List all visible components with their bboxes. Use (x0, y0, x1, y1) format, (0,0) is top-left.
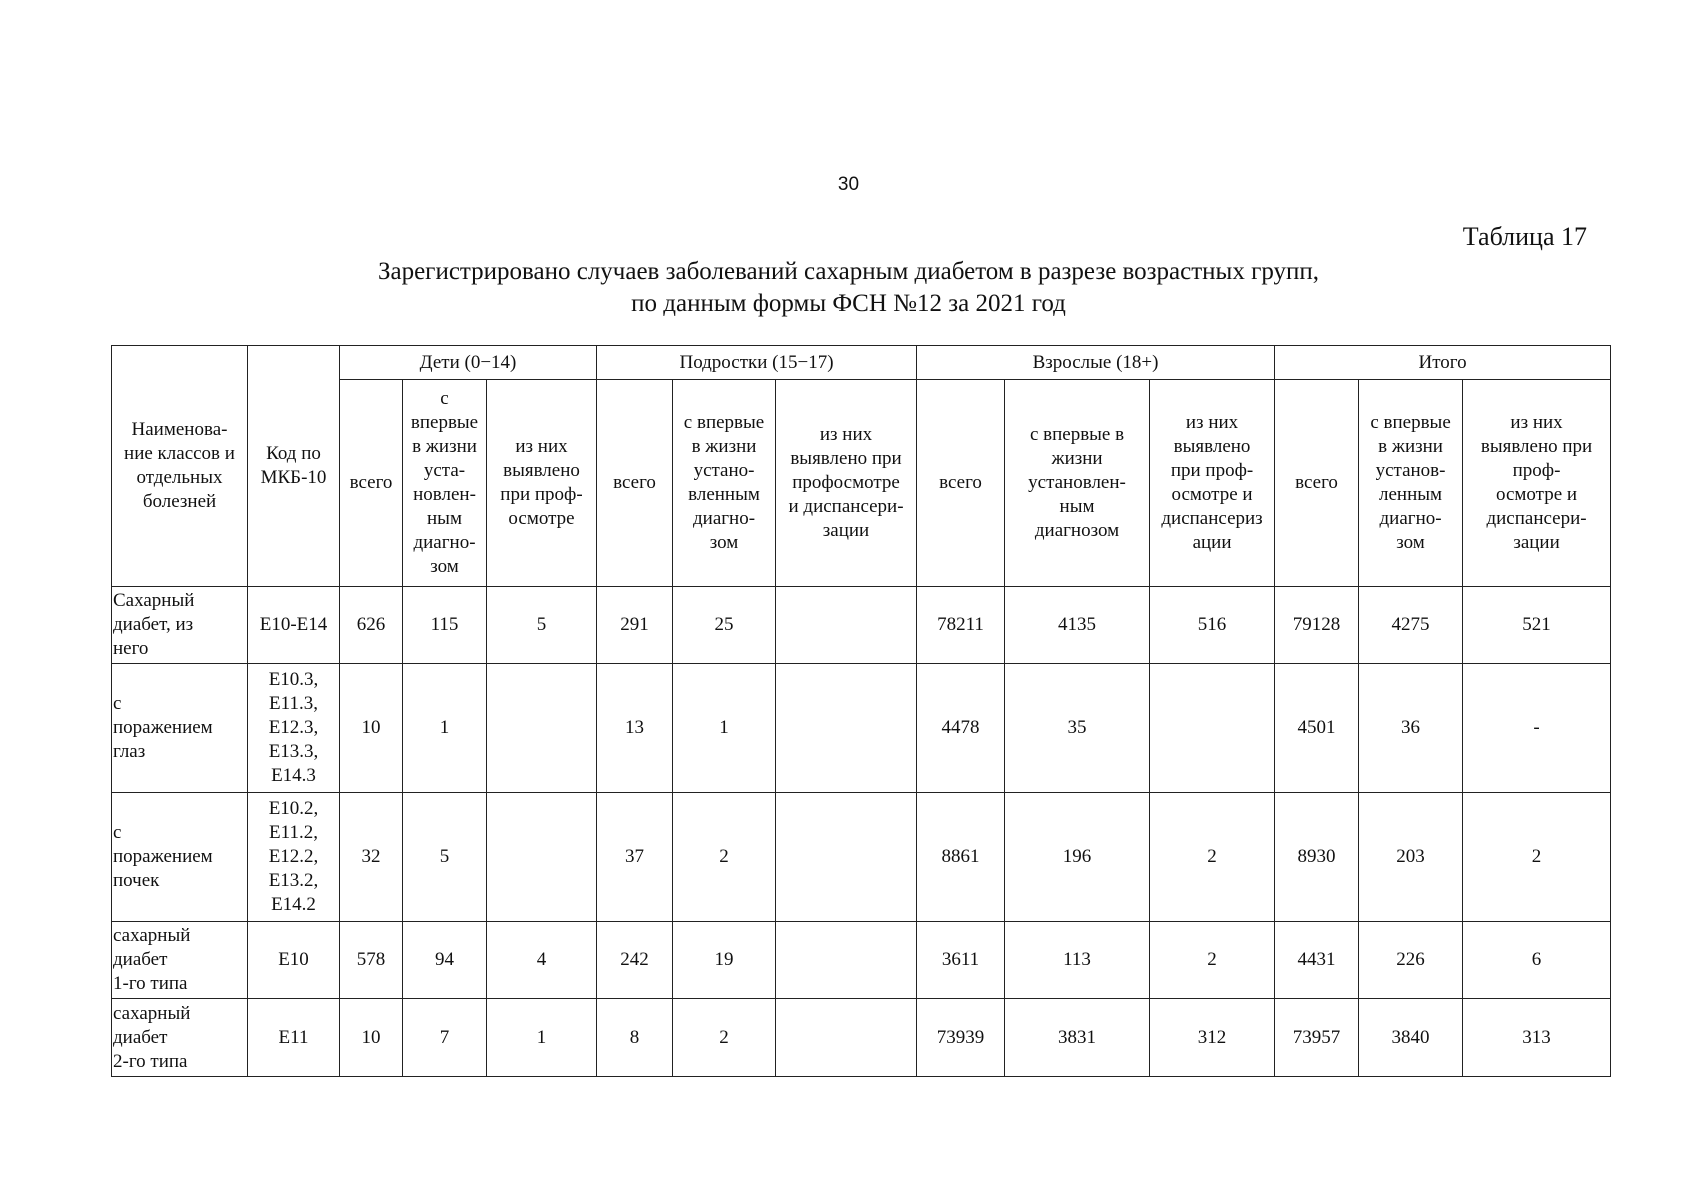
cell-adults-total: 73939 (917, 999, 1005, 1077)
table-row (112, 922, 1611, 999)
cell-sum-total: 4431 (1275, 922, 1359, 999)
cell-sum-prof: 313 (1463, 999, 1611, 1077)
row-icd-code: E10.2, E11.2, E12.2, E13.2, E14.2 (248, 793, 340, 922)
cell-children-total: 32 (340, 793, 403, 922)
row-icd-code: E11 (248, 999, 340, 1077)
cell-children-first: 115 (403, 587, 487, 664)
table-title (0, 256, 1697, 320)
table-row (112, 587, 1611, 664)
header-adults-prof: из них выявлено при проф- осмотре и диспансериз ации (1150, 380, 1275, 587)
cell-children-total: 10 (340, 664, 403, 793)
header-disease-name: Наименова- ние классов и отдельных болезней (112, 346, 248, 587)
cell-teens-first: 25 (673, 587, 776, 664)
cell-adults-total: 8861 (917, 793, 1005, 922)
cell-adults-prof: 516 (1150, 587, 1275, 664)
header-group-teens: Подростки (15−17) (597, 346, 917, 380)
cell-children-first: 1 (403, 664, 487, 793)
cell-adults-total: 78211 (917, 587, 1005, 664)
title-line-1: Зарегистрировано случаев заболеваний сахарным диабетом в разрезе возрастных групп, (377, 258, 1320, 285)
header-total-total: всего (1275, 380, 1359, 587)
cell-adults-first: 113 (1005, 922, 1150, 999)
diabetes-cases-table (111, 345, 1611, 1077)
table-label: Таблица 17 (1462, 222, 1587, 251)
cell-children-prof: 5 (487, 587, 597, 664)
cell-children-total: 578 (340, 922, 403, 999)
cell-teens-total: 291 (597, 587, 673, 664)
row-disease-name: с поражением почек (112, 793, 248, 922)
cell-teens-first: 19 (673, 922, 776, 999)
cell-sum-total: 73957 (1275, 999, 1359, 1077)
title-line-2: по данным формы ФСН №12 за 2021 год (631, 290, 1066, 317)
row-disease-name: сахарный диабет 2-го типа (112, 999, 248, 1077)
cell-children-first: 5 (403, 793, 487, 922)
cell-sum-total: 79128 (1275, 587, 1359, 664)
cell-sum-first: 36 (1359, 664, 1463, 793)
header-adults-first: с впервые в жизни установлен- ным диагнозом (1005, 380, 1150, 587)
cell-adults-prof: 2 (1150, 793, 1275, 922)
header-icd-code: Код по МКБ-10 (248, 346, 340, 587)
cell-adults-first: 3831 (1005, 999, 1150, 1077)
row-disease-name: Сахарный диабет, из него (112, 587, 248, 664)
row-icd-code: E10 (248, 922, 340, 999)
cell-children-prof: 4 (487, 922, 597, 999)
table-row (112, 664, 1611, 793)
header-group-adults: Взрослые (18+) (917, 346, 1275, 380)
header-total-first: с впервые в жизни установ- ленным диагно- зом (1359, 380, 1463, 587)
header-group-children: Дети (0−14) (340, 346, 597, 380)
cell-sum-prof: - (1463, 664, 1611, 793)
cell-sum-first: 3840 (1359, 999, 1463, 1077)
header-teens-total: всего (597, 380, 673, 587)
cell-sum-prof: 521 (1463, 587, 1611, 664)
cell-teens-total: 37 (597, 793, 673, 922)
header-teens-first: с впервые в жизни устано- вленным диагно- зом (673, 380, 776, 587)
header-children-total: всего (340, 380, 403, 587)
cell-teens-first: 2 (673, 793, 776, 922)
cell-adults-first: 4135 (1005, 587, 1150, 664)
header-teens-prof: из них выявлено при профосмотре и диспансери- зации (776, 380, 917, 587)
header-children-first: с впервые в жизни уста- новлен- ным диагно- зом (403, 380, 487, 587)
cell-adults-first: 35 (1005, 664, 1150, 793)
cell-teens-first: 2 (673, 999, 776, 1077)
table-row (112, 793, 1611, 922)
row-disease-name: сахарный диабет 1-го типа (112, 922, 248, 999)
cell-teens-prof (776, 793, 917, 922)
cell-children-total: 626 (340, 587, 403, 664)
cell-sum-first: 203 (1359, 793, 1463, 922)
row-icd-code: E10.3, E11.3, E12.3, E13.3, E14.3 (248, 664, 340, 793)
cell-children-first: 94 (403, 922, 487, 999)
cell-teens-prof (776, 587, 917, 664)
cell-teens-first: 1 (673, 664, 776, 793)
cell-sum-first: 226 (1359, 922, 1463, 999)
cell-children-total: 10 (340, 999, 403, 1077)
table-row (112, 999, 1611, 1077)
header-children-prof: из них выявлено при проф- осмотре (487, 380, 597, 587)
cell-teens-total: 8 (597, 999, 673, 1077)
cell-teens-prof (776, 922, 917, 999)
cell-sum-prof: 6 (1463, 922, 1611, 999)
cell-sum-prof: 2 (1463, 793, 1611, 922)
cell-teens-prof (776, 664, 917, 793)
cell-adults-prof: 312 (1150, 999, 1275, 1077)
cell-sum-total: 4501 (1275, 664, 1359, 793)
cell-children-first: 7 (403, 999, 487, 1077)
cell-adults-prof: 2 (1150, 922, 1275, 999)
cell-teens-total: 242 (597, 922, 673, 999)
cell-children-prof (487, 793, 597, 922)
cell-sum-total: 8930 (1275, 793, 1359, 922)
cell-adults-prof (1150, 664, 1275, 793)
row-disease-name: с поражением глаз (112, 664, 248, 793)
cell-teens-prof (776, 999, 917, 1077)
header-group-total: Итого (1275, 346, 1611, 380)
cell-adults-total: 3611 (917, 922, 1005, 999)
header-adults-total: всего (917, 380, 1005, 587)
header-total-prof: из них выявлено при проф- осмотре и диспансери- зации (1463, 380, 1611, 587)
cell-adults-total: 4478 (917, 664, 1005, 793)
page-number: 30 (837, 174, 860, 195)
cell-adults-first: 196 (1005, 793, 1150, 922)
cell-children-prof: 1 (487, 999, 597, 1077)
cell-children-prof (487, 664, 597, 793)
cell-teens-total: 13 (597, 664, 673, 793)
cell-sum-first: 4275 (1359, 587, 1463, 664)
row-icd-code: E10-E14 (248, 587, 340, 664)
